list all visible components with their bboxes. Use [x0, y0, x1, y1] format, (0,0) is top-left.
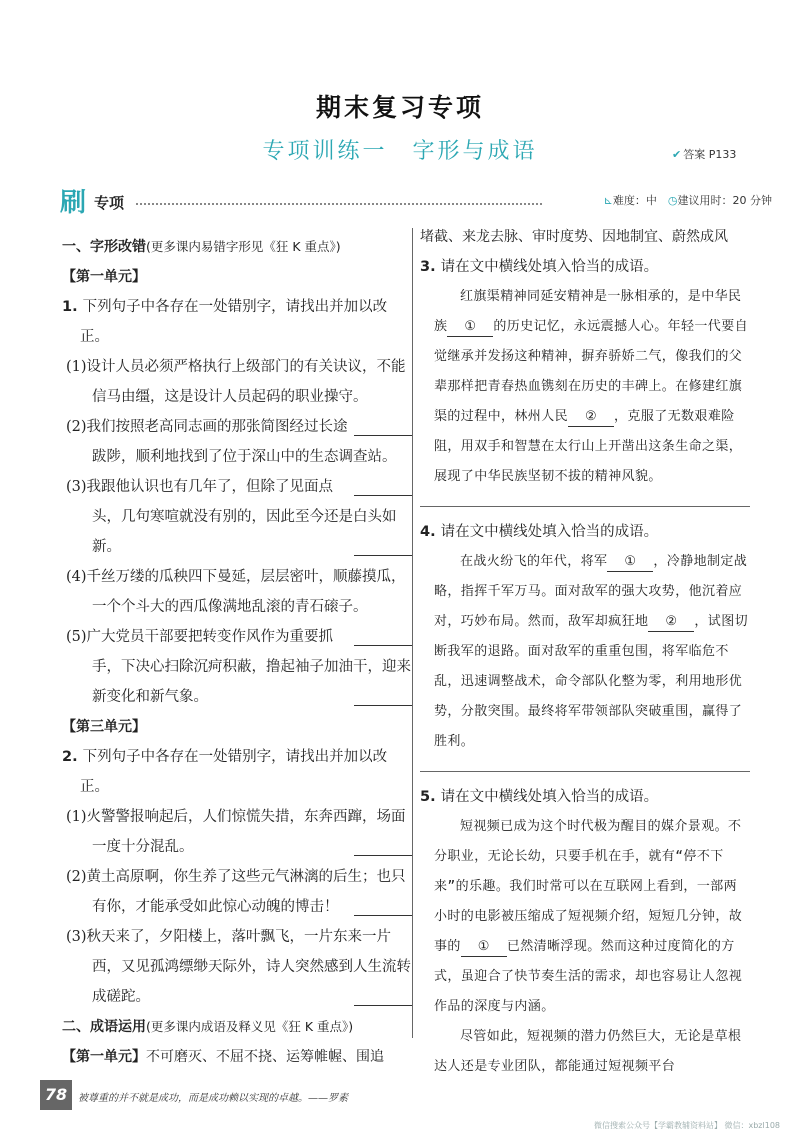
shua-logo: 刷	[60, 188, 87, 218]
section-bar-label: 专项	[94, 194, 125, 212]
fill-blank-2[interactable]: ②	[648, 613, 694, 632]
question-number: 2.	[62, 749, 83, 765]
q1-item	[66, 352, 412, 412]
question-2-text: 下列句子中各存在一处错别字，请找出并加以改正。	[80, 749, 388, 795]
answer-blank[interactable]	[354, 542, 412, 556]
section-heading-2-text: 二、成语运用	[62, 1019, 146, 1035]
answer-rule[interactable]	[420, 506, 750, 507]
question-3-text: 请在文中横线处填入恰当的成语。	[440, 259, 659, 275]
passage-3	[434, 282, 750, 492]
difficulty-icon: ⊾	[603, 194, 613, 207]
q1-item	[66, 622, 412, 712]
unit-label-1: 【第一单元】	[62, 269, 146, 285]
passage-text: ，冷静地制定战略，指挥千军万马。面对敌军的强大攻势，他沉着应对，巧妙布局。然而，敌军却疯狂地	[434, 554, 748, 629]
page-title: 期末复习专项	[315, 93, 484, 122]
section-heading-1-text: 一、字形改错	[62, 239, 146, 255]
check-icon: ✔	[672, 148, 682, 161]
unit-label-1b: 【第一单元】	[62, 1049, 146, 1065]
q2-item	[66, 862, 412, 922]
q1-item	[66, 472, 412, 562]
passage-5	[434, 812, 750, 1022]
q2-item-text: (1)火警警报响起后，人们惊慌失措，东奔西蹿，场面一度十分混乱。	[66, 809, 406, 855]
q2-item	[66, 802, 412, 862]
question-number: 1.	[62, 299, 83, 315]
watermark: 微信搜索公众号【学霸教辅资料站】 微信：xbzl108	[593, 1121, 780, 1130]
question-5	[420, 782, 750, 812]
passage-text: ，试图切断我军的退路。面对敌军的重重包围，将军临危不乱，迅速调整战术，命令部队化整为零，利用地形优势，分散突围。最终将军带领部队突破重围，赢得了胜利。	[434, 614, 749, 749]
q2-item-text: (2)黄土高原啊，你生养了这些元气淋漓的后生；也只有你，才能承受如此惊心动魄的博击！	[66, 869, 406, 915]
section-heading-1-note: (更多课内易错字形见《狂 K 重点》)	[146, 239, 341, 254]
fill-blank-1[interactable]: ①	[447, 318, 493, 337]
answer-blank[interactable]	[354, 692, 412, 706]
q1-item-text: (5)广大党员干部要把转变作风作为重要抓手，下决心扫除沉疴积蔽，撸起袖子加油干，迎来新变化和新气象。	[66, 629, 411, 705]
passage-text: ，克服了无数艰难险阻，用双手和智慧在太行山上开凿出这条生命之渠，展现了中华民族坚韧不拔的精神风貌。	[434, 409, 743, 484]
idiom-list-text: 不可磨灭、不屈不挠、运筹帷幄、围追	[146, 1049, 384, 1065]
fill-blank-1[interactable]: ①	[607, 553, 653, 572]
passage-text: 的历史记忆，永远震撼人心。年轻一代要自觉继承并发扬这种精神，摒弃骄娇二气，像我们的父辈那样把青春热血镌刻在历史的丰碑上。在修建红旗渠的过程中，林州人民	[434, 319, 749, 424]
passage-text: 已然清晰浮现。然而这种过度简化的方式，虽迎合了快节奏生活的需求，却也容易让人忽视作品的深度与内涵。	[434, 939, 743, 1014]
idiom-list	[62, 1042, 412, 1072]
q2-item-text: (3)秋天来了，夕阳楼上，落叶飘飞，一片东来一片西，又见孤鸿缥缈天际外，诗人突然感到人生流转成磋跎。	[66, 929, 411, 1005]
answer-ref	[672, 146, 736, 162]
question-number: 5.	[420, 789, 441, 805]
right-column	[420, 222, 750, 1082]
section-bar-info	[604, 192, 772, 208]
question-4	[420, 517, 750, 547]
question-4-text: 请在文中横线处填入恰当的成语。	[440, 524, 659, 540]
fill-blank-1[interactable]: ①	[461, 938, 507, 957]
page-number: 78	[40, 1080, 72, 1110]
answer-rule[interactable]	[420, 771, 750, 772]
unit-label-3: 【第三单元】	[62, 719, 146, 735]
section-heading-2-note: (更多课内成语及释义见《狂 K 重点》)	[146, 1019, 354, 1034]
passage-text: 红旗渠精神同延安精神是一脉相承的，是中华民族	[434, 289, 742, 334]
dotted-rule	[136, 203, 542, 205]
answer-blank[interactable]	[354, 902, 412, 916]
idiom-list-continued: 堵截、来龙去脉、审时度势、因地制宜、蔚然成风	[420, 229, 728, 245]
q1-item-text: (2)我们按照老高同志画的那张简图经过长途跋陟，顺利地找到了位于深山中的生态调查站。	[66, 419, 397, 465]
difficulty-label: 难度：中	[612, 194, 657, 207]
q1-item-text: (3)我跟他认识也有几年了，但除了见面点头，几句寒喧就没有别的，因此至今还是白头如新。	[66, 479, 397, 555]
question-2	[62, 742, 412, 802]
page-subtitle: 专项训练一 字形与成语	[262, 139, 538, 164]
passage-4	[434, 547, 750, 757]
question-number: 3.	[420, 259, 441, 275]
column-divider	[412, 228, 413, 1038]
q1-item-text: (1)设计人员必须严格执行上级部门的有关诀议，不能信马由缰，这是设计人员起码的职业操守。	[66, 359, 406, 405]
passage-5b: 尽管如此，短视频的潜力仍然巨大，无论是草根达人还是专业团队，都能通过短视频平台	[434, 1029, 742, 1074]
question-3	[420, 252, 750, 282]
section-bar	[60, 184, 772, 216]
answer-blank[interactable]	[354, 992, 412, 1006]
section-heading-1	[62, 232, 412, 262]
time-label: 建议用时：20 分钟	[677, 194, 772, 207]
passage-text: 短视频已成为这个时代极为醒目的媒介景观。不分职业，无论长幼，只要手机在手，就有“停不下来”的乐趣。我们时常可以在互联网上看到，一部两小时的电影被压缩成了短视频介绍，短短几分钟，故事的	[434, 819, 743, 954]
q1-item-text: (4)千丝万缕的瓜秧四下曼延，层层密叶，顺藤摸瓜，一个个斗大的西瓜像满地乱滚的青石磙子。	[66, 569, 406, 615]
clock-icon: ◷	[667, 194, 678, 207]
answer-blank[interactable]	[354, 842, 412, 856]
question-number: 4.	[420, 524, 441, 540]
passage-text: 在战火纷飞的年代，将军	[460, 554, 608, 569]
q1-item	[66, 562, 412, 622]
q2-item	[66, 922, 412, 1012]
answer-label: 答案 P133	[683, 148, 737, 161]
footer-quote: 被尊重的并不就是成功，而是成功赖以实现的卓越。——罗素	[78, 1093, 348, 1104]
left-column	[62, 232, 412, 1072]
fill-blank-2[interactable]: ②	[568, 408, 614, 427]
q1-item	[66, 412, 412, 472]
question-1-text: 下列句子中各存在一处错别字，请找出并加以改正。	[80, 299, 388, 345]
page-footer	[0, 1080, 800, 1130]
question-5-text: 请在文中横线处填入恰当的成语。	[440, 789, 659, 805]
section-heading-2	[62, 1012, 412, 1042]
question-1	[62, 292, 412, 352]
